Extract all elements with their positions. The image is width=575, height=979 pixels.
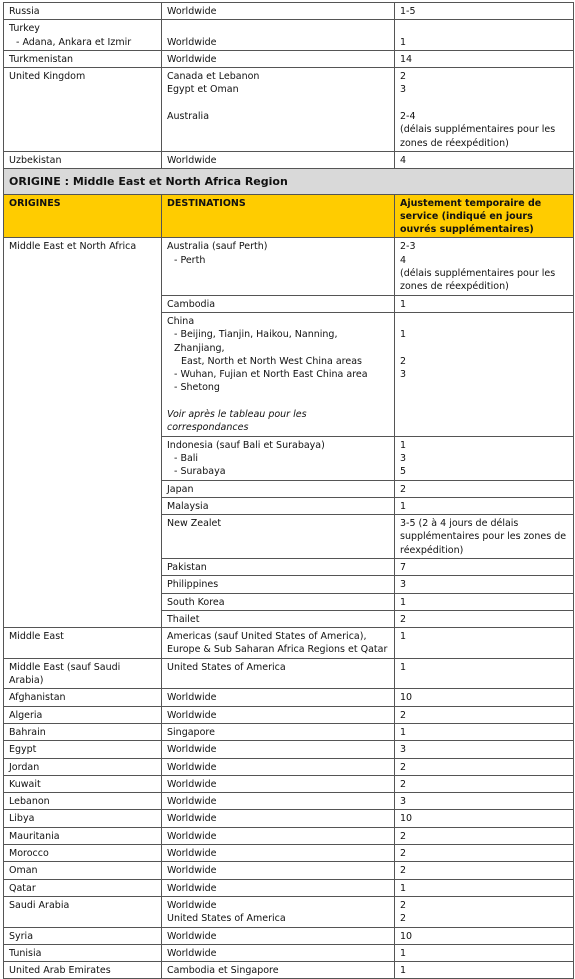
header-origins: ORIGINES bbox=[4, 194, 162, 238]
destination-cell bbox=[162, 3, 395, 20]
destination-line: Pakistan bbox=[167, 561, 207, 573]
adjustment-line: 2 bbox=[400, 830, 407, 842]
adjustment-line: 1 bbox=[400, 965, 407, 977]
destination-cell bbox=[162, 706, 395, 723]
table-row bbox=[4, 810, 574, 827]
table-header-row bbox=[4, 194, 574, 238]
adjustment-line: 5 bbox=[400, 466, 407, 478]
adjustment-cell bbox=[395, 151, 574, 168]
destination-line: Cambodia bbox=[167, 298, 216, 310]
origin-line: Middle East (sauf Saudi Arabia) bbox=[9, 661, 121, 687]
destination-cell bbox=[162, 741, 395, 758]
destination-line: Canada et Lebanon bbox=[167, 71, 260, 83]
destination-line: Worldwide bbox=[167, 761, 217, 773]
destination-cell bbox=[162, 312, 395, 436]
origin-line: Qatar bbox=[9, 882, 36, 894]
adjustment-line: 1 bbox=[400, 439, 407, 451]
table-row bbox=[4, 50, 574, 67]
adjustment-line: 2 bbox=[400, 848, 407, 860]
destination-cell bbox=[162, 436, 395, 480]
adjustment-line bbox=[400, 22, 569, 35]
destination-line: Worldwide bbox=[167, 6, 217, 17]
destination-line: Worldwide bbox=[167, 36, 217, 48]
origin-cell bbox=[4, 628, 162, 659]
origin-line: Egypt bbox=[9, 744, 37, 756]
adjustment-line: 3 bbox=[400, 744, 407, 756]
table-row bbox=[4, 927, 574, 944]
adjustment-line: 2 bbox=[400, 483, 407, 495]
origin-cell bbox=[4, 3, 162, 20]
table-row bbox=[4, 628, 574, 659]
adjustment-cell bbox=[395, 3, 574, 20]
destination-line: Worldwide bbox=[167, 709, 217, 721]
destination-line: Japan bbox=[167, 483, 194, 495]
origin-cell bbox=[4, 879, 162, 896]
destination-line: Worldwide bbox=[167, 865, 217, 877]
table-row bbox=[4, 896, 574, 927]
origin-cell bbox=[4, 862, 162, 879]
destination-line: Worldwide bbox=[167, 947, 217, 959]
origin-line: Oman bbox=[9, 865, 38, 877]
adjustment-cell bbox=[395, 810, 574, 827]
adjustment-cell bbox=[395, 238, 574, 295]
adjustment-line: 2 bbox=[400, 913, 407, 925]
adjustment-cell bbox=[395, 576, 574, 593]
adjustment-line bbox=[400, 97, 569, 110]
adjustment-cell bbox=[395, 593, 574, 610]
adjustment-cell bbox=[395, 50, 574, 67]
adjustment-line: 2-3 bbox=[400, 241, 416, 253]
origin-cell bbox=[4, 741, 162, 758]
destination-line: Australia bbox=[167, 111, 210, 123]
table-row bbox=[4, 238, 574, 295]
adjustment-line: 3-5 (2 à 4 jours de délais supplémentaires pour les zones de réexpédition) bbox=[400, 518, 567, 556]
destination-line: Malaysia bbox=[167, 500, 209, 512]
table-row bbox=[4, 758, 574, 775]
adjustment-cell bbox=[395, 758, 574, 775]
destination-line: Singapore bbox=[167, 726, 215, 738]
table-row bbox=[4, 827, 574, 844]
origin-cell bbox=[4, 775, 162, 792]
destination-line: Worldwide bbox=[167, 899, 217, 911]
table-row bbox=[4, 658, 574, 689]
destination-cell bbox=[162, 68, 395, 152]
destination-line bbox=[167, 97, 390, 110]
origin-cell bbox=[4, 962, 162, 979]
adjustment-line: 7 bbox=[400, 561, 407, 573]
destination-line: United States of America bbox=[167, 913, 286, 925]
adjustment-line bbox=[400, 315, 569, 328]
adjustment-cell bbox=[395, 896, 574, 927]
adjustment-line: 2 bbox=[400, 778, 407, 790]
origin-line: Turkey bbox=[9, 23, 40, 35]
adjustment-line: 2 bbox=[400, 761, 407, 773]
destination-cell bbox=[162, 879, 395, 896]
origin-cell bbox=[4, 689, 162, 706]
destination-cell bbox=[162, 295, 395, 312]
origin-line: Saudi Arabia bbox=[9, 899, 70, 911]
destination-cell bbox=[162, 628, 395, 659]
origin-line: Morocco bbox=[9, 848, 49, 860]
adjustment-cell bbox=[395, 723, 574, 740]
destination-cell bbox=[162, 793, 395, 810]
adjustment-line: 3 bbox=[400, 369, 407, 381]
origin-cell bbox=[4, 827, 162, 844]
destination-cell bbox=[162, 845, 395, 862]
table-row bbox=[4, 962, 574, 979]
adjustment-cell bbox=[395, 480, 574, 497]
adjustment-cell bbox=[395, 827, 574, 844]
destination-cell bbox=[162, 497, 395, 514]
destination-line: New Zealet bbox=[167, 518, 222, 530]
adjustment-line: 3 bbox=[400, 796, 407, 808]
origin-cell bbox=[4, 68, 162, 152]
origin-cell bbox=[4, 238, 162, 628]
adjustment-line: 2 bbox=[400, 865, 407, 877]
destination-line: Worldwide bbox=[167, 53, 217, 65]
destination-line: Worldwide bbox=[167, 154, 217, 166]
header-destinations: DESTINATIONS bbox=[162, 194, 395, 238]
destination-line: - Shetong bbox=[174, 382, 220, 394]
destination-line: Worldwide bbox=[167, 778, 217, 790]
origin-line: United Kingdom bbox=[9, 71, 86, 83]
table-row bbox=[4, 68, 574, 152]
destination-cell bbox=[162, 576, 395, 593]
destination-cell bbox=[162, 238, 395, 295]
origin-cell bbox=[4, 793, 162, 810]
destination-line: - Wuhan, Fujian et North East China area bbox=[174, 369, 368, 381]
destination-line: Australia (sauf Perth) bbox=[167, 241, 268, 253]
destination-line: Worldwide bbox=[167, 830, 217, 842]
origin-cell bbox=[4, 927, 162, 944]
destination-cell bbox=[162, 558, 395, 575]
adjustment-cell bbox=[395, 689, 574, 706]
adjustment-line: (délais supplémentaires pour les zones de réexpédition) bbox=[400, 124, 556, 149]
destination-line: - Bali bbox=[174, 452, 199, 464]
destination-line: Worldwide bbox=[167, 692, 217, 704]
adjustment-cell bbox=[395, 658, 574, 689]
table-row bbox=[4, 845, 574, 862]
adjustment-cell bbox=[395, 610, 574, 627]
destination-cell bbox=[162, 944, 395, 961]
table-row bbox=[4, 723, 574, 740]
adjustment-cell bbox=[395, 879, 574, 896]
destination-line: Worldwide bbox=[167, 744, 217, 756]
adjustment-line: 2-4 bbox=[400, 111, 416, 123]
adjustment-line: 1 bbox=[400, 500, 407, 512]
table-row bbox=[4, 793, 574, 810]
origin-line: Turkmenistan bbox=[9, 53, 74, 65]
adjustment-line: 3 bbox=[400, 579, 407, 591]
destination-cell bbox=[162, 962, 395, 979]
adjustment-line: 10 bbox=[400, 692, 413, 704]
table-row bbox=[4, 3, 574, 20]
adjustment-cell bbox=[395, 845, 574, 862]
origin-cell bbox=[4, 723, 162, 740]
destination-line: Worldwide bbox=[167, 848, 217, 860]
origin-line: Tunisia bbox=[9, 947, 42, 959]
destination-line bbox=[167, 22, 390, 35]
adjustment-cell bbox=[395, 68, 574, 152]
destination-line: - Perth bbox=[174, 254, 206, 266]
destination-line: - Surabaya bbox=[174, 466, 226, 478]
destination-cell bbox=[162, 810, 395, 827]
destination-cell bbox=[162, 20, 395, 51]
adjustment-cell bbox=[395, 962, 574, 979]
adjustment-cell bbox=[395, 944, 574, 961]
adjustment-cell bbox=[395, 927, 574, 944]
destination-line: Indonesia (sauf Bali et Surabaya) bbox=[167, 439, 325, 451]
origin-cell bbox=[4, 810, 162, 827]
origin-line: Middle East et North Africa bbox=[9, 241, 137, 253]
adjustment-line: 2 bbox=[400, 355, 407, 367]
origin-cell bbox=[4, 845, 162, 862]
table-row bbox=[4, 151, 574, 168]
adjustment-cell bbox=[395, 497, 574, 514]
adjustment-cell bbox=[395, 706, 574, 723]
adjustment-line: 1 bbox=[400, 661, 407, 673]
origin-cell bbox=[4, 50, 162, 67]
origin-line: United Arab Emirates bbox=[9, 965, 111, 977]
adjustment-line: 1 bbox=[400, 947, 407, 959]
destination-line: China bbox=[167, 315, 195, 327]
destination-cell bbox=[162, 758, 395, 775]
adjustment-cell bbox=[395, 862, 574, 879]
origin-line: Syria bbox=[9, 930, 34, 942]
destination-cell bbox=[162, 50, 395, 67]
adjustment-line: 2 bbox=[400, 709, 407, 721]
adjustment-cell bbox=[395, 436, 574, 480]
destination-cell bbox=[162, 723, 395, 740]
adjustment-cell bbox=[395, 295, 574, 312]
adjustment-cell bbox=[395, 515, 574, 559]
destination-cell bbox=[162, 480, 395, 497]
adjustment-line: (délais supplémentaires pour les zones de réexpédition) bbox=[400, 268, 556, 293]
destination-line: Worldwide bbox=[167, 882, 217, 894]
adjustment-cell bbox=[395, 628, 574, 659]
origin-line: Bahrain bbox=[9, 726, 46, 738]
adjustment-line: 4 bbox=[400, 254, 407, 266]
destination-line: Worldwide bbox=[167, 813, 217, 825]
origin-line: Uzbekistan bbox=[9, 154, 62, 166]
adjustment-line: 2 bbox=[400, 71, 407, 83]
origin-line: Algeria bbox=[9, 709, 43, 721]
origin-cell bbox=[4, 151, 162, 168]
destination-line: Americas (sauf United States of America), Europe & Sub Saharan Africa Regions et Qatar bbox=[167, 631, 388, 656]
adjustment-line: 1 bbox=[400, 298, 407, 310]
table-row bbox=[4, 862, 574, 879]
table-row bbox=[4, 689, 574, 706]
destination-cell bbox=[162, 896, 395, 927]
origin-cell bbox=[4, 706, 162, 723]
destination-cell bbox=[162, 593, 395, 610]
adjustment-line: 1 bbox=[400, 596, 407, 608]
destination-line: United States of America bbox=[167, 661, 286, 673]
destination-line: Worldwide bbox=[167, 796, 217, 808]
adjustment-line: 1-5 bbox=[400, 6, 416, 17]
adjustment-line: 14 bbox=[400, 53, 413, 65]
table-row bbox=[4, 741, 574, 758]
destination-line: Cambodia et Singapore bbox=[167, 965, 279, 977]
adjustment-cell bbox=[395, 775, 574, 792]
table-row bbox=[4, 944, 574, 961]
adjustment-line: 1 bbox=[400, 882, 407, 894]
table-row bbox=[4, 706, 574, 723]
origin-line: Middle East bbox=[9, 631, 64, 643]
destination-cell bbox=[162, 927, 395, 944]
origin-line: - Adana, Ankara et Izmir bbox=[16, 36, 132, 48]
adjustment-line: 10 bbox=[400, 813, 413, 825]
adjustment-line: 1 bbox=[400, 726, 407, 738]
adjustment-line: 1 bbox=[400, 631, 407, 643]
destination-cell bbox=[162, 658, 395, 689]
adjustment-cell bbox=[395, 558, 574, 575]
destination-cell bbox=[162, 151, 395, 168]
destination-line: Thailet bbox=[167, 613, 200, 625]
adjustment-cell bbox=[395, 312, 574, 436]
origin-cell bbox=[4, 758, 162, 775]
adjustment-cell bbox=[395, 20, 574, 51]
origin-line: Mauritania bbox=[9, 830, 60, 842]
table-row bbox=[4, 20, 574, 51]
origin-line: Afghanistan bbox=[9, 692, 66, 704]
origin-line: Lebanon bbox=[9, 796, 50, 808]
origin-cell bbox=[4, 658, 162, 689]
region-title: ORIGINE : Middle East et North Africa Region bbox=[4, 169, 574, 194]
adjustment-line: 1 bbox=[400, 329, 407, 341]
origin-line: Russia bbox=[9, 6, 40, 17]
region-title-row bbox=[4, 169, 574, 194]
destination-line: Voir après le tableau pour les correspondances bbox=[167, 409, 307, 434]
adjustment-line: 2 bbox=[400, 899, 407, 911]
origin-cell bbox=[4, 20, 162, 51]
adjustment-cell bbox=[395, 741, 574, 758]
adjustment-line: 10 bbox=[400, 930, 413, 942]
header-adjustment: Ajustement temporaire de service (indiqué en jours ouvrés supplémentaires) bbox=[395, 194, 574, 238]
destination-line: South Korea bbox=[167, 596, 225, 608]
origin-line: Libya bbox=[9, 813, 35, 825]
table-row bbox=[4, 775, 574, 792]
destination-cell bbox=[162, 827, 395, 844]
adjustment-line: 3 bbox=[400, 84, 407, 96]
destination-line: Worldwide bbox=[167, 930, 217, 942]
destination-cell bbox=[162, 610, 395, 627]
origin-line: Kuwait bbox=[9, 778, 41, 790]
destination-cell bbox=[162, 689, 395, 706]
destination-cell bbox=[162, 775, 395, 792]
service-adjustment-table bbox=[3, 2, 574, 979]
destination-line: - Beijing, Tianjin, Haikou, Nanning, Zhanjiang, bbox=[174, 329, 338, 354]
destination-line: Egypt et Oman bbox=[167, 84, 239, 96]
destination-line bbox=[167, 395, 390, 408]
adjustment-line: 3 bbox=[400, 452, 407, 464]
adjustment-line: 4 bbox=[400, 154, 407, 166]
adjustment-line: 2 bbox=[400, 613, 407, 625]
adjustment-cell bbox=[395, 793, 574, 810]
destination-line: East, North et North West China areas bbox=[181, 355, 362, 367]
destination-cell bbox=[162, 515, 395, 559]
adjustment-line bbox=[400, 342, 569, 355]
origin-line: Jordan bbox=[9, 761, 40, 773]
table-row bbox=[4, 879, 574, 896]
adjustment-line: 1 bbox=[400, 36, 407, 48]
origin-cell bbox=[4, 896, 162, 927]
destination-cell bbox=[162, 862, 395, 879]
destination-line: Philippines bbox=[167, 579, 219, 591]
origin-cell bbox=[4, 944, 162, 961]
